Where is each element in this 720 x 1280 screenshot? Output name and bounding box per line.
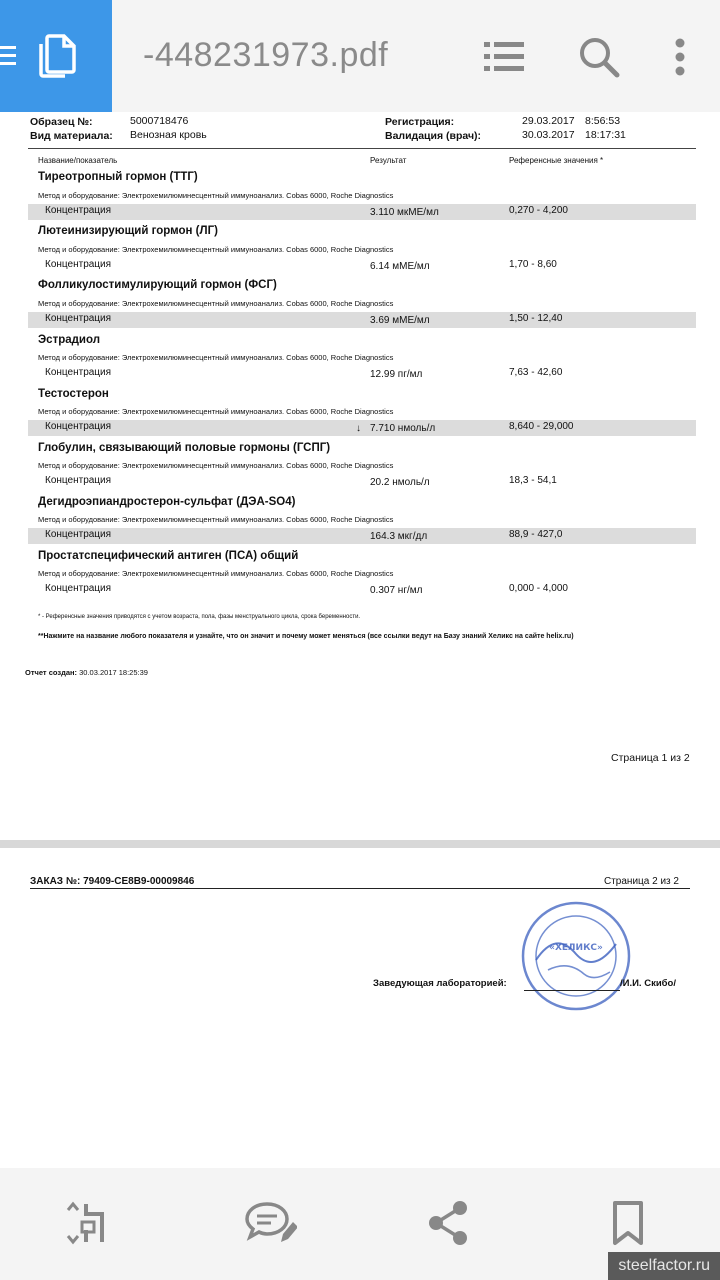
order-divider (30, 888, 690, 889)
result-value: 164.3 мкг/дл (370, 531, 428, 542)
test-method: Метод и оборудование: Электрохемилюминесцентный иммуноанализ. Cobas 6000, Roche Diagnostics (38, 299, 394, 308)
validation-time: 18:17:31 (585, 129, 626, 141)
test-name[interactable]: Эстрадиол (38, 334, 101, 346)
table-row (28, 312, 696, 328)
registration-date: 29.03.2017 (522, 115, 575, 127)
table-row (28, 204, 696, 220)
reference-value: 1,70 - 8,60 (509, 259, 557, 270)
result-value: 3.110 мкМЕ/мл (370, 207, 439, 218)
test-method: Метод и оборудование: Электрохемилюминесцентный иммуноанализ. Cobas 6000, Roche Diagnostics (38, 353, 394, 362)
test-name[interactable]: Фолликулостимулирующий гормон (ФСГ) (38, 279, 277, 291)
test-method: Метод и оборудование: Электрохемилюминесцентный иммуноанализ. Cobas 6000, Roche Diagnostics (38, 191, 394, 200)
signature-line (524, 990, 620, 991)
param-label: Концентрация (45, 205, 112, 216)
param-label: Концентрация (45, 421, 112, 432)
order-number: ЗАКАЗ №: 79409-CE8B9-00009846 (30, 876, 195, 887)
document-mode-button[interactable] (0, 0, 112, 112)
test-name[interactable]: Глобулин, связывающий половые гормоны (ГСПГ) (38, 442, 331, 454)
result-value: 0.307 нг/мл (370, 585, 423, 596)
test-method: Метод и оборудование: Электрохемилюминесцентный иммуноанализ. Cobas 6000, Roche Diagnostics (38, 407, 394, 416)
material-label: Вид материала: (30, 130, 113, 142)
registration-label: Регистрация: (385, 116, 455, 128)
result-value: 3.69 мМЕ/мл (370, 315, 430, 326)
created-label: Отчет создан: (25, 668, 78, 677)
test-name[interactable]: Тиреотропный гормон (ТТГ) (38, 171, 198, 183)
table-row (28, 582, 696, 598)
material-value: Венозная кровь (130, 129, 207, 141)
sample-label: Образец №: (30, 116, 93, 128)
header-divider (28, 148, 696, 149)
created-value: 30.03.2017 18:25:39 (79, 668, 148, 677)
svg-text:«ХЕЛИКС»: «ХЕЛИКС» (549, 943, 603, 953)
test-method: Метод и оборудование: Электрохемилюминесцентный иммуноанализ. Cobas 6000, Roche Diagnostics (38, 515, 394, 524)
param-label: Концентрация (45, 313, 112, 324)
param-label: Концентрация (45, 367, 112, 378)
top-toolbar (0, 0, 720, 112)
share-icon[interactable] (428, 1200, 470, 1246)
signature-name: /И.И. Скибо/ (620, 978, 676, 989)
column-result: Результат (370, 156, 407, 165)
validation-label: Валидация (врач): (385, 130, 482, 142)
reference-value: 7,63 - 42,60 (509, 367, 563, 378)
reference-value: 1,50 - 12,40 (509, 313, 563, 324)
created-line (25, 668, 148, 677)
test-method: Метод и оборудование: Электрохемилюминесцентный иммуноанализ. Cobas 6000, Roche Diagnostics (38, 569, 394, 578)
table-row (28, 474, 696, 490)
result-value: 6.14 мМЕ/мл (370, 261, 430, 272)
page-number-1: Страница 1 из 2 (611, 752, 690, 764)
result-value: 12.99 пг/мл (370, 369, 423, 380)
table-row (28, 528, 696, 544)
reference-value: 8,640 - 29,000 (509, 421, 574, 432)
param-label: Концентрация (45, 259, 112, 270)
site-watermark: steelfactor.ru (608, 1252, 720, 1280)
table-row (28, 258, 696, 274)
test-name[interactable]: Лютеинизирующий гормон (ЛГ) (38, 225, 218, 237)
result-value: 20.2 нмоль/л (370, 477, 430, 488)
bookmark-icon[interactable] (612, 1200, 644, 1246)
search-icon[interactable] (578, 36, 620, 78)
reference-value: 88,9 - 427,0 (509, 529, 563, 540)
lab-stamp-icon (518, 898, 634, 1014)
document-icon (38, 34, 76, 78)
menu-icon[interactable] (0, 46, 16, 66)
test-name[interactable]: Тестостерон (38, 388, 109, 400)
registration-time: 8:56:53 (585, 115, 621, 127)
column-reference: Референсные значения * (509, 156, 604, 165)
test-name[interactable]: Дегидроэпиандростерон-сульфат (ДЭА-SO4) (38, 496, 296, 508)
test-method: Метод и оборудование: Электрохемилюминесцентный иммуноанализ. Cobas 6000, Roche Diagnostics (38, 461, 394, 470)
table-row (28, 366, 696, 382)
page-separator (0, 840, 720, 848)
reference-value: 0,270 - 4,200 (509, 205, 568, 216)
column-name: Название/показатель (38, 156, 118, 165)
test-name[interactable]: Простатспецифический антиген (ПСА) общий (38, 550, 299, 562)
sample-value: 5000718476 (130, 115, 189, 127)
reference-value: 18,3 - 54,1 (509, 475, 557, 486)
test-method: Метод и оборудование: Электрохемилюминесцентный иммуноанализ. Cobas 6000, Roche Diagnostics (38, 245, 394, 254)
more-vert-icon[interactable] (674, 38, 686, 76)
crop-icon[interactable] (64, 1200, 110, 1246)
reference-value: 0,000 - 4,000 (509, 583, 568, 594)
result-value: 7.710 нмоль/л (370, 423, 436, 434)
param-label: Концентрация (45, 583, 112, 594)
file-title: -448231973.pdf (143, 36, 389, 74)
list-icon[interactable] (484, 40, 524, 72)
link-footnote: **Нажмите на название любого показателя и узнайте, что он значит и почему может меняться (все ссылки ведут на Базу знаний Хеликс на сайте helix.ru) (38, 633, 574, 640)
validation-date: 30.03.2017 (522, 129, 575, 141)
down-arrow-icon: ↓ (356, 423, 361, 434)
table-row (28, 420, 696, 436)
signature-label: Заведующая лабораторией: (373, 978, 507, 989)
param-label: Концентрация (45, 475, 112, 486)
page-number-2: Страница 2 из 2 (604, 876, 679, 887)
reference-footnote: * - Референсные значения приводятся с учетом возраста, пола, фазы менструального цикла, срока беременности. (38, 614, 361, 620)
param-label: Концентрация (45, 529, 112, 540)
comment-edit-icon[interactable] (245, 1200, 297, 1246)
